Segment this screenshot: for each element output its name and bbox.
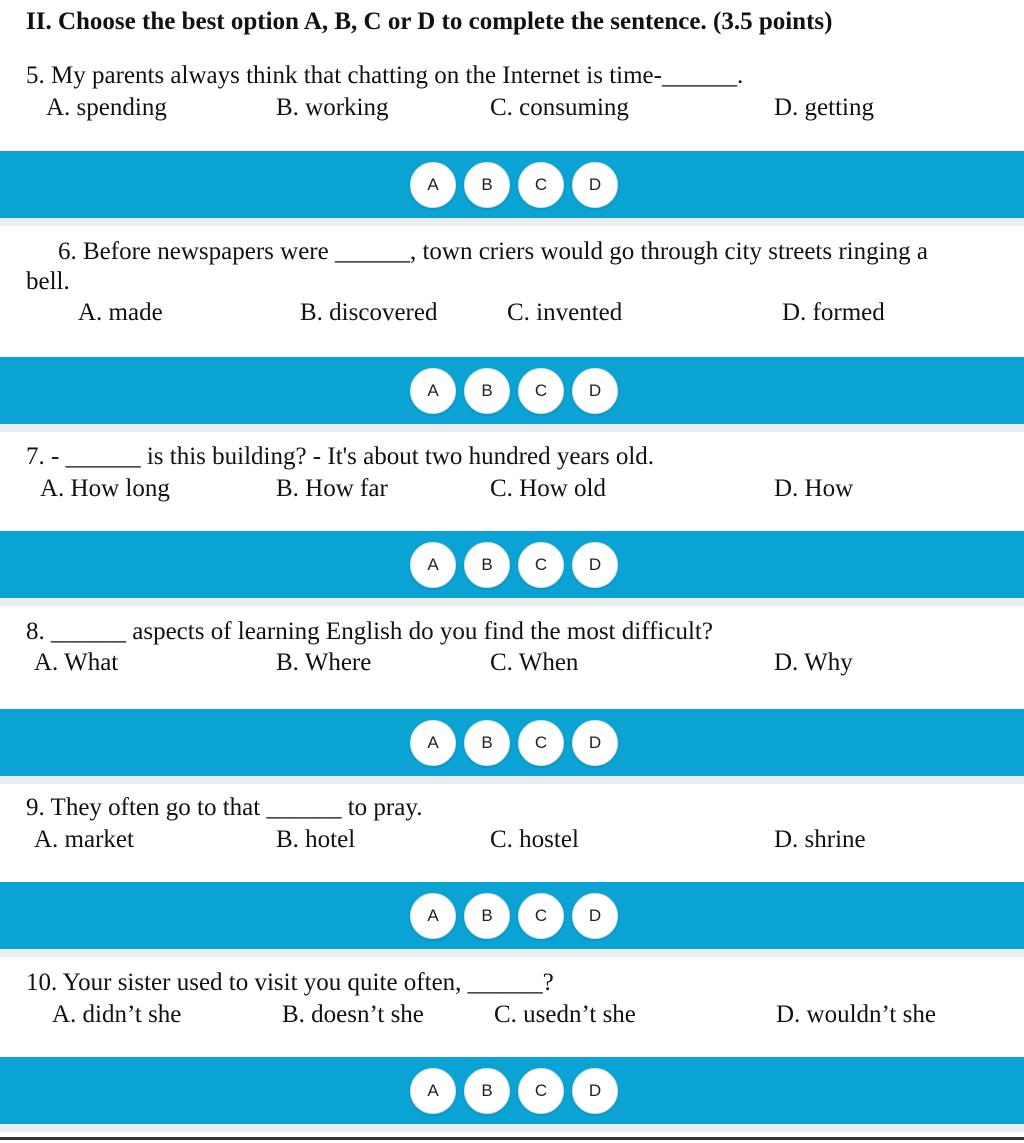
q8-answer-d-button[interactable]: D <box>572 720 618 766</box>
question-6-stem-cont: bell. <box>26 268 70 295</box>
q7-option-a: A. How long <box>40 475 170 502</box>
q7-option-c: C. How old <box>490 475 606 502</box>
q7-answer-d-button[interactable]: D <box>572 542 618 588</box>
q6-answer-a-button[interactable]: A <box>410 368 456 414</box>
answer-band-q6 <box>0 357 1024 424</box>
q9-answer-d-button[interactable]: D <box>572 893 618 939</box>
question-6-stem: 6. Before newspapers were ______, town criers would go through city streets ringing a <box>58 238 928 265</box>
q6-answer-b-button[interactable]: B <box>464 368 510 414</box>
q10-option-d: D. wouldn’t she <box>776 1001 936 1028</box>
q10-option-c: C. usedn’t she <box>494 1001 636 1028</box>
q8-option-a: A. What <box>34 649 119 676</box>
q9-option-c: C. hostel <box>490 826 579 853</box>
q7-option-d: D. How <box>774 475 854 502</box>
q8-answer-c-button[interactable]: C <box>518 720 564 766</box>
q10-answer-c-button[interactable]: C <box>518 1068 564 1114</box>
q5-answer-d-button[interactable]: D <box>572 162 618 208</box>
q10-answer-a-button[interactable]: A <box>410 1068 456 1114</box>
q10-option-b: B. doesn’t she <box>282 1001 424 1028</box>
q9-option-a: A. market <box>34 826 134 853</box>
divider <box>0 598 1024 606</box>
q9-option-b: B. hotel <box>276 826 356 853</box>
q5-option-b: B. working <box>276 94 389 121</box>
q8-option-c: C. When <box>490 649 579 676</box>
divider <box>0 949 1024 957</box>
answer-band-q10 <box>0 1057 1024 1124</box>
answer-band-q9 <box>0 882 1024 949</box>
divider <box>0 776 1024 784</box>
q6-option-d: D. formed <box>782 299 885 326</box>
q9-answer-c-button[interactable]: C <box>518 893 564 939</box>
answer-band-q8 <box>0 709 1024 776</box>
divider <box>0 424 1024 432</box>
q9-answer-a-button[interactable]: A <box>410 893 456 939</box>
q5-option-c: C. consuming <box>490 94 629 121</box>
q6-answer-d-button[interactable]: D <box>572 368 618 414</box>
q5-answer-c-button[interactable]: C <box>518 162 564 208</box>
q7-option-b: B. How far <box>276 475 388 502</box>
q7-answer-a-button[interactable]: A <box>410 542 456 588</box>
q8-answer-b-button[interactable]: B <box>464 720 510 766</box>
q8-option-b: B. Where <box>276 649 372 676</box>
answer-band-q7 <box>0 531 1024 598</box>
q9-answer-b-button[interactable]: B <box>464 893 510 939</box>
answer-band-q5 <box>0 151 1024 218</box>
bottom-border <box>0 1137 1024 1140</box>
q10-option-a: A. didn’t she <box>52 1001 182 1028</box>
question-10-stem: 10. Your sister used to visit you quite often, ______? <box>26 969 554 996</box>
q5-option-a: A. spending <box>46 94 167 121</box>
question-9-stem: 9. They often go to that ______ to pray. <box>26 794 423 821</box>
section-heading: II. Choose the best option A, B, C or D to complete the sentence. (3.5 points) <box>26 8 833 35</box>
question-7-stem: 7. - ______ is this building? - It's about two hundred years old. <box>26 443 655 470</box>
q7-answer-b-button[interactable]: B <box>464 542 510 588</box>
q9-option-d: D. shrine <box>774 826 866 853</box>
q10-answer-d-button[interactable]: D <box>572 1068 618 1114</box>
divider <box>0 218 1024 226</box>
q6-answer-c-button[interactable]: C <box>518 368 564 414</box>
q5-answer-b-button[interactable]: B <box>464 162 510 208</box>
question-5-stem: 5. My parents always think that chatting on the Internet is time-______. <box>26 62 744 89</box>
q6-option-b: B. discovered <box>300 299 438 326</box>
q6-option-a: A. made <box>78 299 163 326</box>
q6-option-c: C. invented <box>507 299 623 326</box>
q8-answer-a-button[interactable]: A <box>410 720 456 766</box>
q8-option-d: D. Why <box>774 649 853 676</box>
q5-option-d: D. getting <box>774 94 874 121</box>
q7-answer-c-button[interactable]: C <box>518 542 564 588</box>
q10-answer-b-button[interactable]: B <box>464 1068 510 1114</box>
question-8-stem: 8. ______ aspects of learning English do you find the most difficult? <box>26 618 713 645</box>
divider <box>0 1124 1024 1132</box>
q5-answer-a-button[interactable]: A <box>410 162 456 208</box>
